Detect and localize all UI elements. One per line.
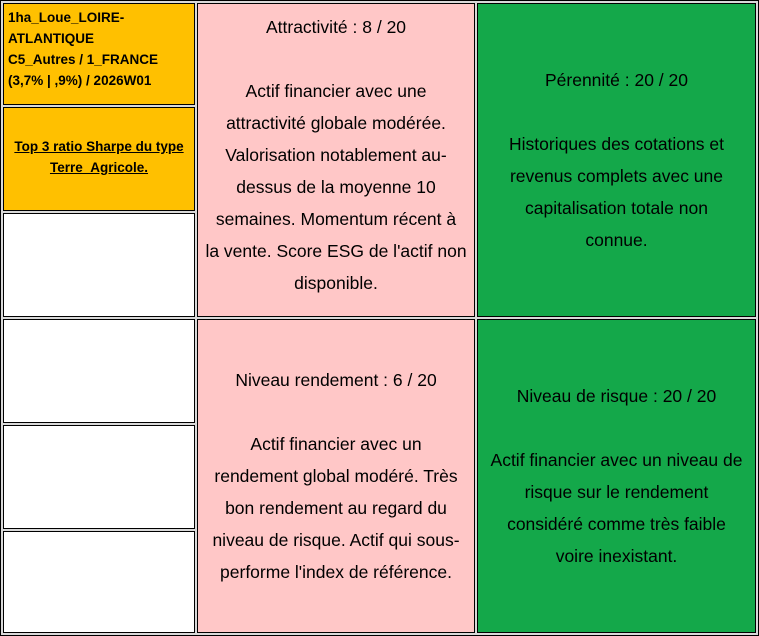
empty-cell [3, 531, 195, 633]
top3-sharpe-link[interactable] [3, 107, 195, 211]
empty-cell [3, 213, 195, 317]
perennite-text-line: revenus complets avec une [509, 166, 724, 186]
risque-text-line: considéré comme très faible [507, 514, 726, 534]
rendement-text-line: rendement global modéré. Très [214, 466, 458, 486]
attractivite-text-line: attractivité globale modérée. [226, 113, 446, 133]
risque-title: Niveau de risque : 20 / 20 [516, 386, 717, 406]
asset-info-line: (3,7% | ,9%) / 2026W01 [8, 73, 152, 88]
asset-info-cell [3, 3, 195, 105]
rendement-title: Niveau rendement : 6 / 20 [235, 370, 437, 390]
empty-cell [3, 425, 195, 529]
attractivite-text-line: Valorisation notablement au- [225, 145, 447, 165]
rendement-panel [197, 319, 475, 633]
attractivite-panel [197, 3, 475, 317]
top3-line: Top 3 ratio Sharpe du type [14, 139, 184, 154]
attractivite-text-line: disponible. [294, 273, 378, 293]
perennite-text-line: connue. [585, 230, 648, 250]
risque-text-line: risque sur le rendement [524, 482, 709, 502]
top3-line: Terre_Agricole. [49, 160, 149, 175]
attractivite-text-line: Actif financier avec une [245, 81, 427, 101]
attractivite-text-line: semaines. Momentum récent à [215, 209, 457, 229]
rendement-text-line: performe l'index de référence. [220, 562, 452, 582]
rendement-text-line: niveau de risque. Actif qui sous- [212, 530, 460, 550]
perennite-text-line: capitalisation totale non [525, 198, 708, 218]
rendement-text-line: Actif financier avec un [250, 434, 422, 454]
risque-panel [477, 319, 756, 633]
attractivite-text-line: dessus de la moyenne 10 [236, 177, 436, 197]
rendement-text-line: bon rendement au regard du [225, 498, 447, 518]
attractivite-title: Attractivité : 8 / 20 [265, 17, 407, 37]
asset-info-line: ATLANTIQUE [8, 31, 94, 46]
risque-text-line: Actif financier avec un niveau de [490, 450, 743, 470]
risque-text-line: voire inexistant. [555, 546, 678, 566]
perennite-text-line: Historiques des cotations et [509, 134, 724, 154]
perennite-title: Pérennité : 20 / 20 [544, 70, 689, 90]
empty-cell [3, 319, 195, 423]
asset-info-line: C5_Autres / 1_FRANCE [8, 52, 159, 67]
asset-info-line: 1ha_Loue_LOIRE- [8, 10, 125, 25]
perennite-panel [477, 3, 756, 317]
attractivite-text-line: la vente. Score ESG de l'actif non [205, 241, 467, 261]
